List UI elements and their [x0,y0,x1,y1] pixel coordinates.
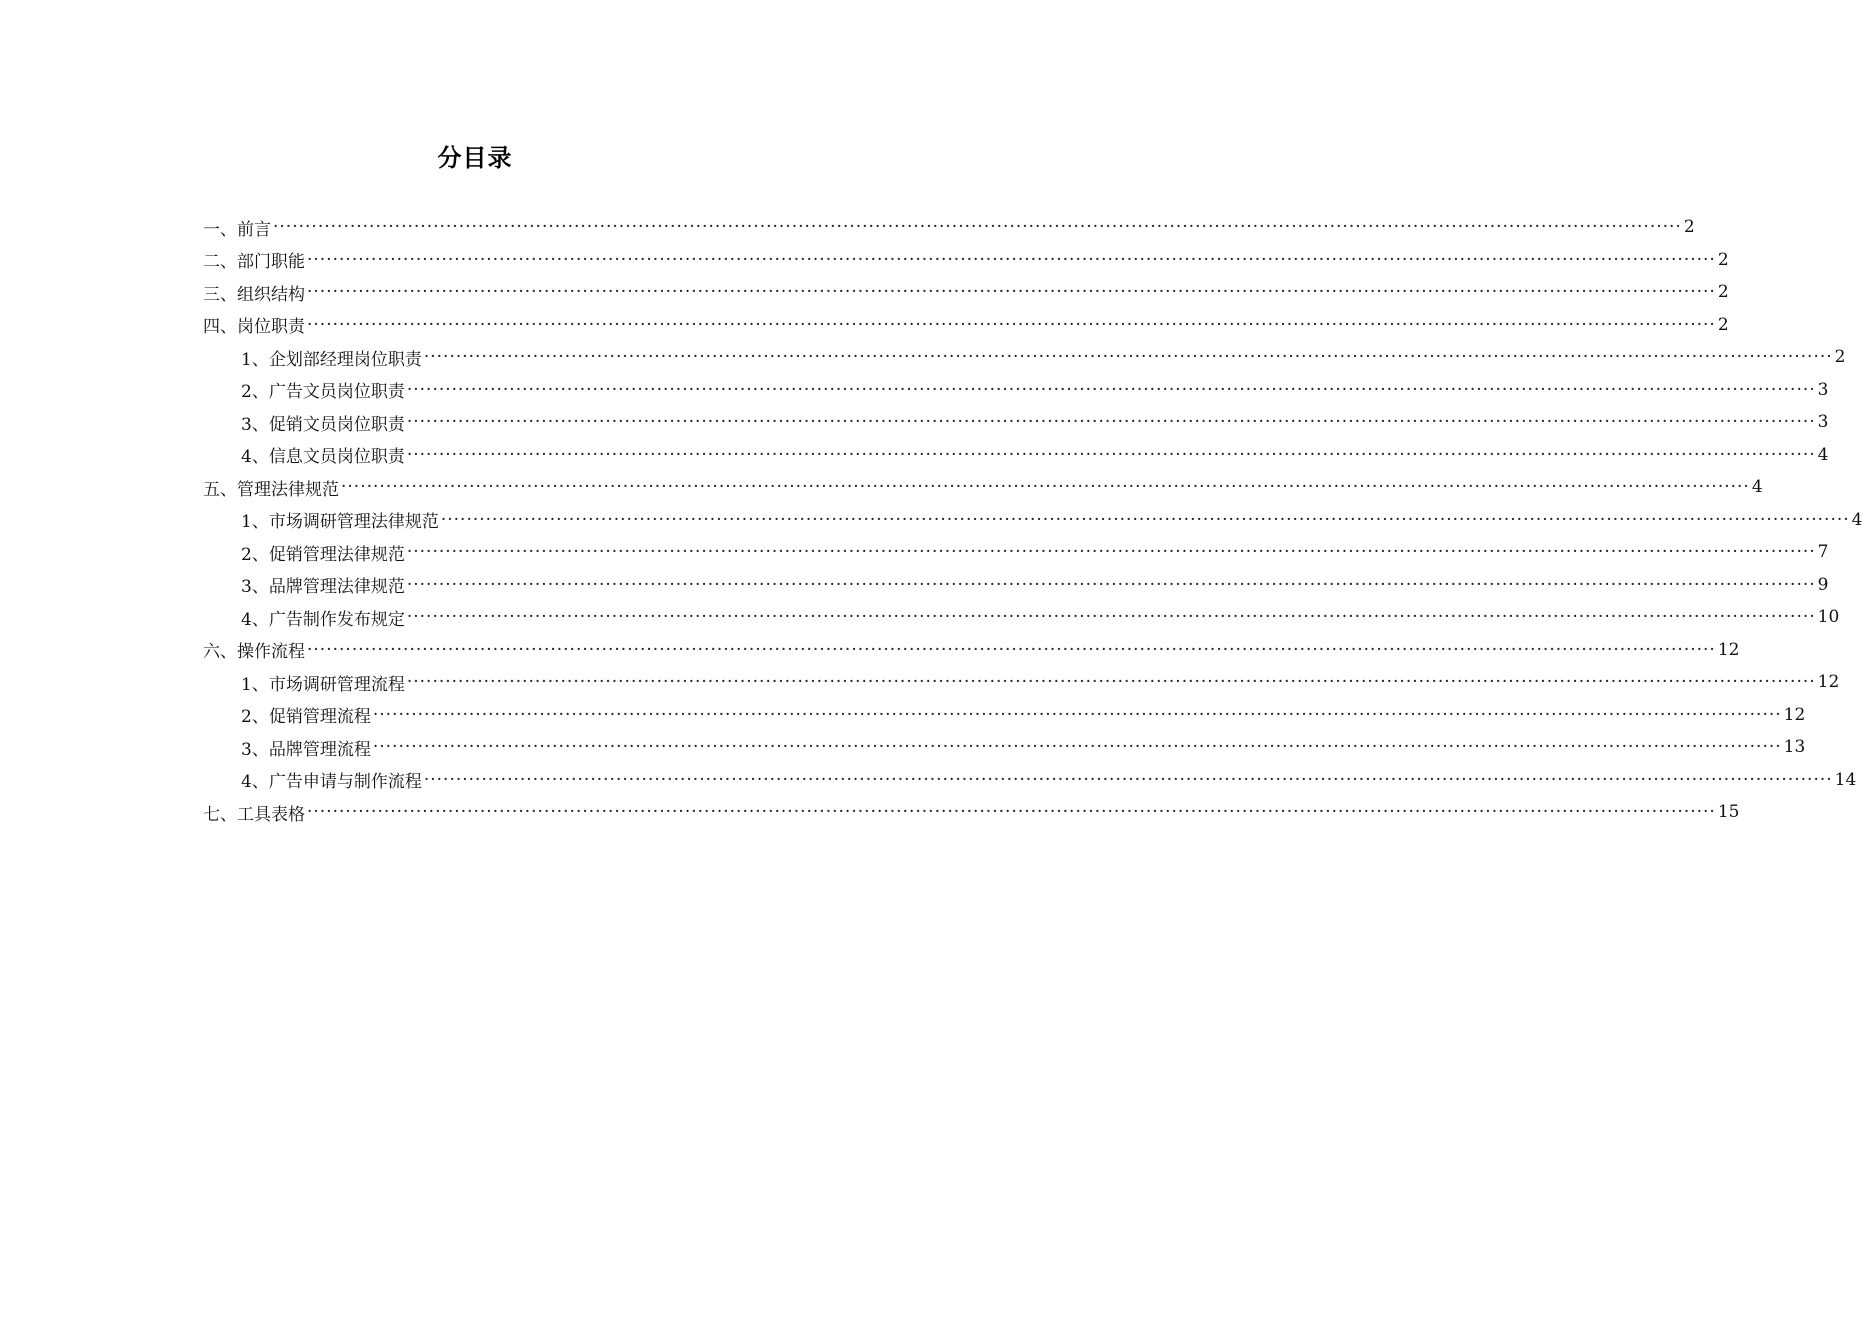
toc-page-number: 2 [1683,217,1695,237]
toc-entry-label: 2、促销管理流程 [241,707,371,727]
toc-dot-leader: ···························································································································································································································· [307,249,1716,270]
toc-section-entry[interactable] [203,244,1729,276]
toc-page-number: 2 [1717,249,1729,270]
toc-subsection-entry[interactable] [241,666,1840,698]
toc-dot-leader: ···························································································································································································································· [406,444,1816,465]
toc-section-entry[interactable] [203,309,1729,341]
toc-section-entry[interactable] [203,471,1763,503]
toc-page-number: 2 [1834,347,1846,367]
toc-page-number: 9 [1817,574,1829,595]
toc-entry-label: 2、广告文员岗位职责 [241,382,405,402]
toc-entry-label: 4、广告制作发布规定 [241,609,405,630]
toc-entry-label: 五、管理法律规范 [203,479,339,500]
toc-dot-leader: ···························································································································································································································· [372,737,1782,757]
toc-entry-label: 3、促销文员岗位职责 [241,414,405,435]
toc-page-number: 2 [1717,314,1729,335]
toc-subsection-entry[interactable] [241,569,1829,601]
toc-entry-label: 1、企划部经理岗位职责 [241,349,422,370]
toc-dot-leader: ···························································································································································································································· [307,314,1716,335]
toc-dot-leader: ···························································································································································································································· [406,574,1816,595]
toc-subsection-entry[interactable] [241,601,1840,633]
toc-dot-leader: ···························································································································································································································· [372,704,1782,725]
toc-dot-leader: ···························································································································································································································· [406,379,1816,400]
toc-section-entry[interactable] [203,211,1695,243]
toc-entry-label: 4、广告申请与制作流程 [241,772,422,792]
toc-entry-label: 3、品牌管理法律规范 [241,577,405,597]
toc-dot-leader: ···························································································································································································································· [440,509,1850,530]
toc-subsection-entry[interactable] [241,731,1806,763]
toc-dot-leader: ···························································································································································································································· [423,347,1833,367]
toc-entry-label: 4、信息文员岗位职责 [241,447,405,467]
toc-page-number: 13 [1783,737,1806,757]
toc-dot-leader: ···························································································································································································································· [406,672,1816,692]
toc-section-entry[interactable] [203,276,1729,308]
toc-subsection-entry[interactable] [241,341,1846,373]
toc-entry-label: 七、工具表格 [203,804,305,825]
toc-section-entry[interactable] [203,634,1740,666]
toc-subsection-entry[interactable] [241,764,1857,796]
toc-subsection-entry[interactable] [241,374,1829,406]
toc-page-number: 12 [1717,639,1740,660]
toc-entry-label: 3、品牌管理流程 [241,739,371,760]
toc-entry-label: 一、前言 [203,219,271,240]
toc-entry-label: 2、促销管理法律规范 [241,544,405,565]
toc-dot-leader: ···························································································································································································································· [307,802,1716,822]
toc-subsection-entry[interactable] [241,536,1829,568]
toc-page-number: 12 [1817,672,1840,692]
toc-page-number: 2 [1717,282,1729,302]
toc-dot-leader: ···························································································································································································································· [423,769,1833,790]
toc-page-number: 4 [1817,444,1829,465]
toc-page-number: 4 [1751,477,1763,497]
toc-page-number: 10 [1817,607,1840,627]
toc-dot-leader: ···························································································································································································································· [341,477,1750,497]
toc-page-number: 12 [1783,704,1806,725]
toc-entry-label: 二、部门职能 [203,252,305,272]
toc-dot-leader: ···························································································································································································································· [406,412,1816,432]
toc-entry-label: 三、组织结构 [203,284,305,305]
toc-subsection-entry[interactable] [241,439,1829,471]
toc-page-number: 14 [1834,769,1857,790]
toc-entry-label: 六、操作流程 [203,642,305,662]
toc-subsection-entry[interactable] [241,504,1863,536]
toc-page-number: 4 [1851,509,1863,530]
page-title: 分目录 [437,144,513,172]
toc-entry-label: 1、市场调研管理法律规范 [241,512,439,532]
toc-dot-leader: ···························································································································································································································· [307,639,1716,660]
toc-section-entry[interactable] [203,796,1740,828]
toc-subsection-entry[interactable] [241,406,1829,438]
toc-dot-leader: ···························································································································································································································· [406,607,1816,627]
toc-dot-leader: ···························································································································································································································· [307,282,1716,302]
toc-dot-leader: ···························································································································································································································· [406,542,1816,562]
toc-page-number: 7 [1817,542,1829,562]
toc-subsection-entry[interactable] [241,699,1806,731]
toc-entry-label: 四、岗位职责 [203,317,305,337]
toc-page-number: 3 [1817,412,1829,432]
toc-page-number: 3 [1817,379,1829,400]
toc-entry-label: 1、市场调研管理流程 [241,674,405,695]
toc-page-number: 15 [1717,802,1740,822]
toc-dot-leader: ···························································································································································································································· [273,217,1682,237]
